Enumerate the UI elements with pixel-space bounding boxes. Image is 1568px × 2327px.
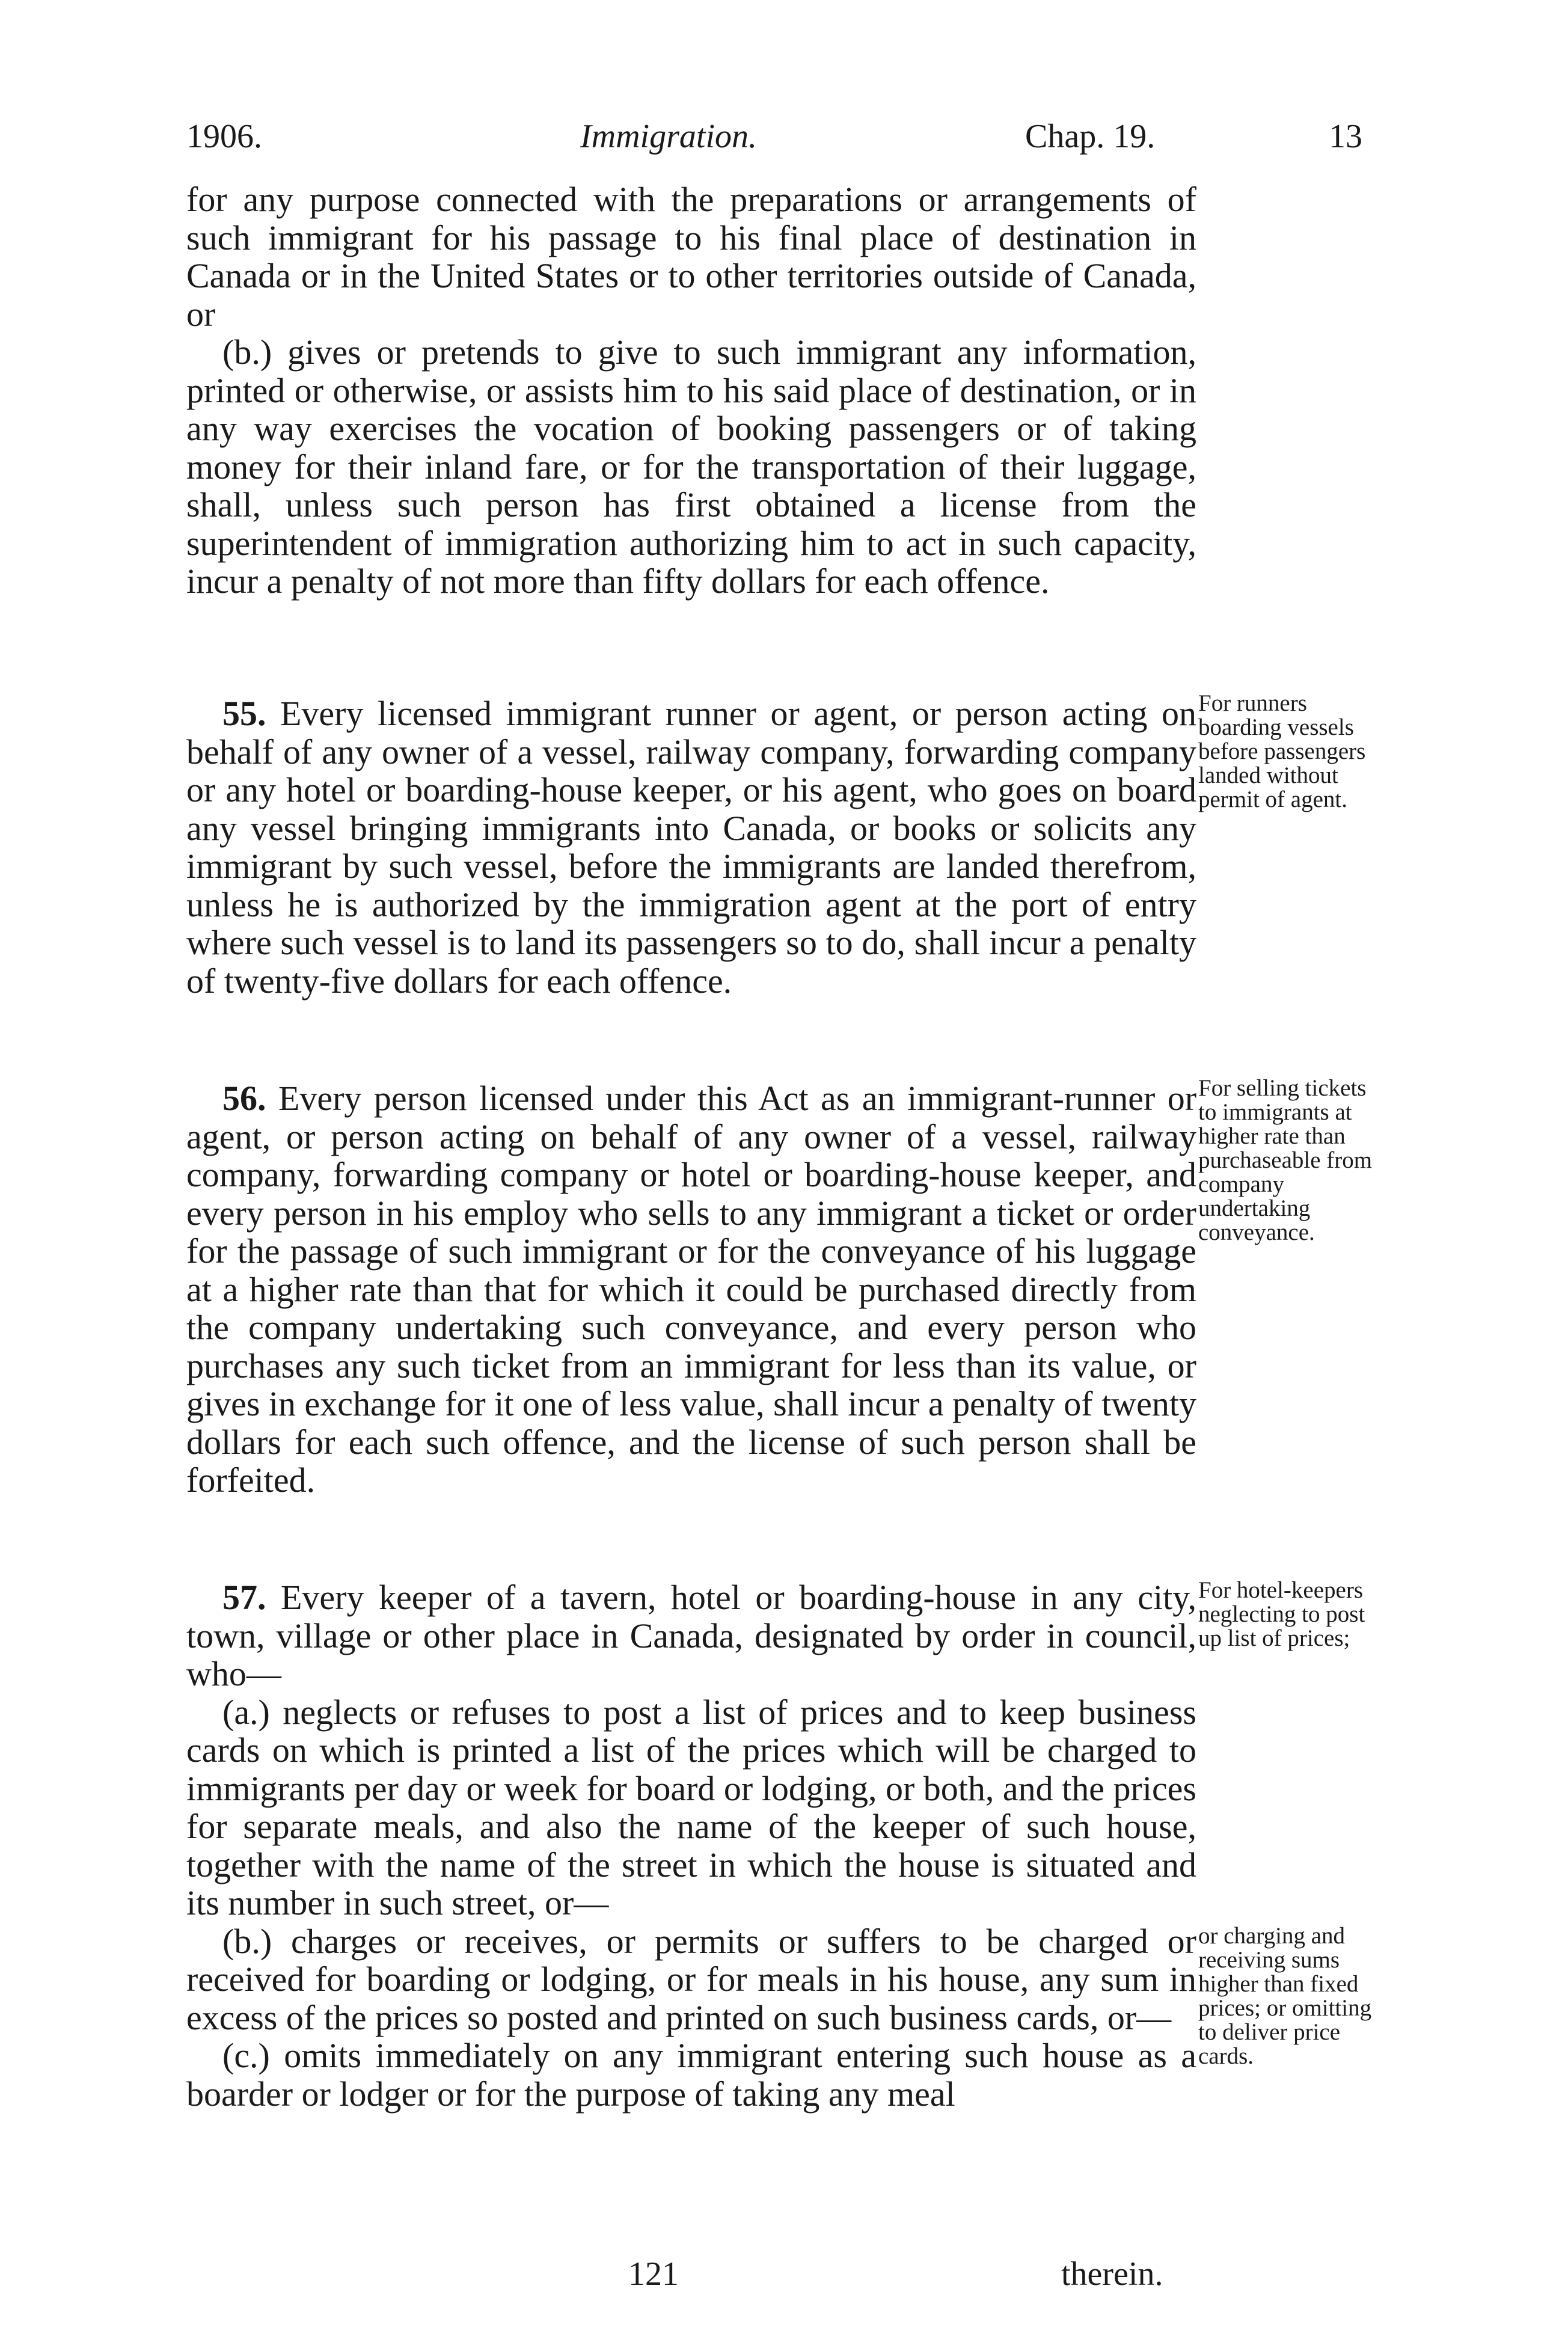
marginal-note-57b: or charging and receiving sums higher than fixed prices; or omitting to deliver price cards.	[1198, 1923, 1372, 2069]
catchword: therein.	[1061, 2255, 1163, 2293]
page-number: 13	[1329, 118, 1362, 155]
section-56	[186, 1079, 1196, 1500]
section-text: Every keeper of a tavern, hotel or boarding-house in any city, town, village or other place in Canada, designated by order in council, who—	[186, 1578, 1197, 1693]
folio-number: 121	[628, 2255, 679, 2293]
section-number: 55.	[222, 694, 266, 733]
marginal-note-57a: For hotel-keepers neglecting to post up list of prices;	[1198, 1577, 1365, 1651]
section-55	[186, 694, 1196, 1000]
running-head-title: Immigration.	[580, 118, 757, 155]
section-text: Every licensed immigrant runner or agent, or person acting on behalf of any owner of a vessel, railway company, forwarding company or any hotel or boarding-house keeper, or his agent, who goes on board any vessel bringing immigrants into Canada, or books or solicits any immigrant by such vessel, before the immigrants are landed therefrom, unless he is authorized by the immigration agent at the port of entry where such vessel is to land its passengers so to do, shall incur a penalty of twenty-five dollars for each offence.	[186, 694, 1197, 1001]
continued-section	[186, 180, 1196, 601]
running-head-year: 1906.	[186, 118, 262, 155]
clause-c: (c.) omits immediately on any immigrant entering such house as a boarder or lodger or for the purpose of taking any meal	[186, 2036, 1196, 2114]
marginal-note-55: For runners boarding vessels before passengers landed without permit of agent.	[1198, 690, 1366, 812]
clause-b-continued: (b.) gives or pretends to give to such immigrant any information, printed or otherwise, or assists him to his said place of destination, or in any way exercises the vocation of booking passengers or of taking money for their inland fare, or for the transportation of their luggage, shall, unless such person has first obtained a license from the superintendent of immigration authorizing him to act in such capacity, incur a penalty of not more than fifty dollars for each offence.	[186, 333, 1196, 601]
continued-text: for any purpose connected with the preparations or arrangements of such immigrant for his passage to his final place of destination in Canada or in the United States or to other territories outside of Canada, or	[186, 180, 1196, 334]
marginal-note-56: For selling tickets to immigrants at higher rate than purchaseable from company undertaking conveyance.	[1198, 1075, 1373, 1245]
section-57	[186, 1578, 1196, 2113]
section-number: 57.	[222, 1578, 266, 1617]
clause-b: (b.) charges or receives, or permits or suffers to be charged or received for boarding or lodging, or for meals in his house, any sum in excess of the prices so posted and printed on such business cards, or—	[186, 1921, 1196, 2037]
section-number: 56.	[222, 1079, 266, 1118]
clause-a: (a.) neglects or refuses to post a list of prices and to keep business cards on which is printed a list of the prices which will be charged to immigrants per day or week for board or lodging, or both, and the prices for separate meals, and also the name of the keeper of such house, together with the name of the street in which the house is situated and its number in such street, or—	[186, 1692, 1196, 1922]
section-text: Every person licensed under this Act as an immigrant-runner or agent, or person acting on behalf of any owner of a vessel, railway company, forwarding company or hotel or boarding-house keeper, and every person in his employ who sells to any immigrant a ticket or order for the passage of such immigrant or for the conveyance of his luggage at a higher rate than that for which it could be purchased directly from the company undertaking such conveyance, and every person who purchases any such ticket from an immigrant for less than its value, or gives in exchange for it one of less value, shall incur a penalty of twenty dollars for each such offence, and the license of such person shall be forfeited.	[186, 1079, 1197, 1500]
running-head-chapter: Chap. 19.	[1025, 118, 1156, 155]
